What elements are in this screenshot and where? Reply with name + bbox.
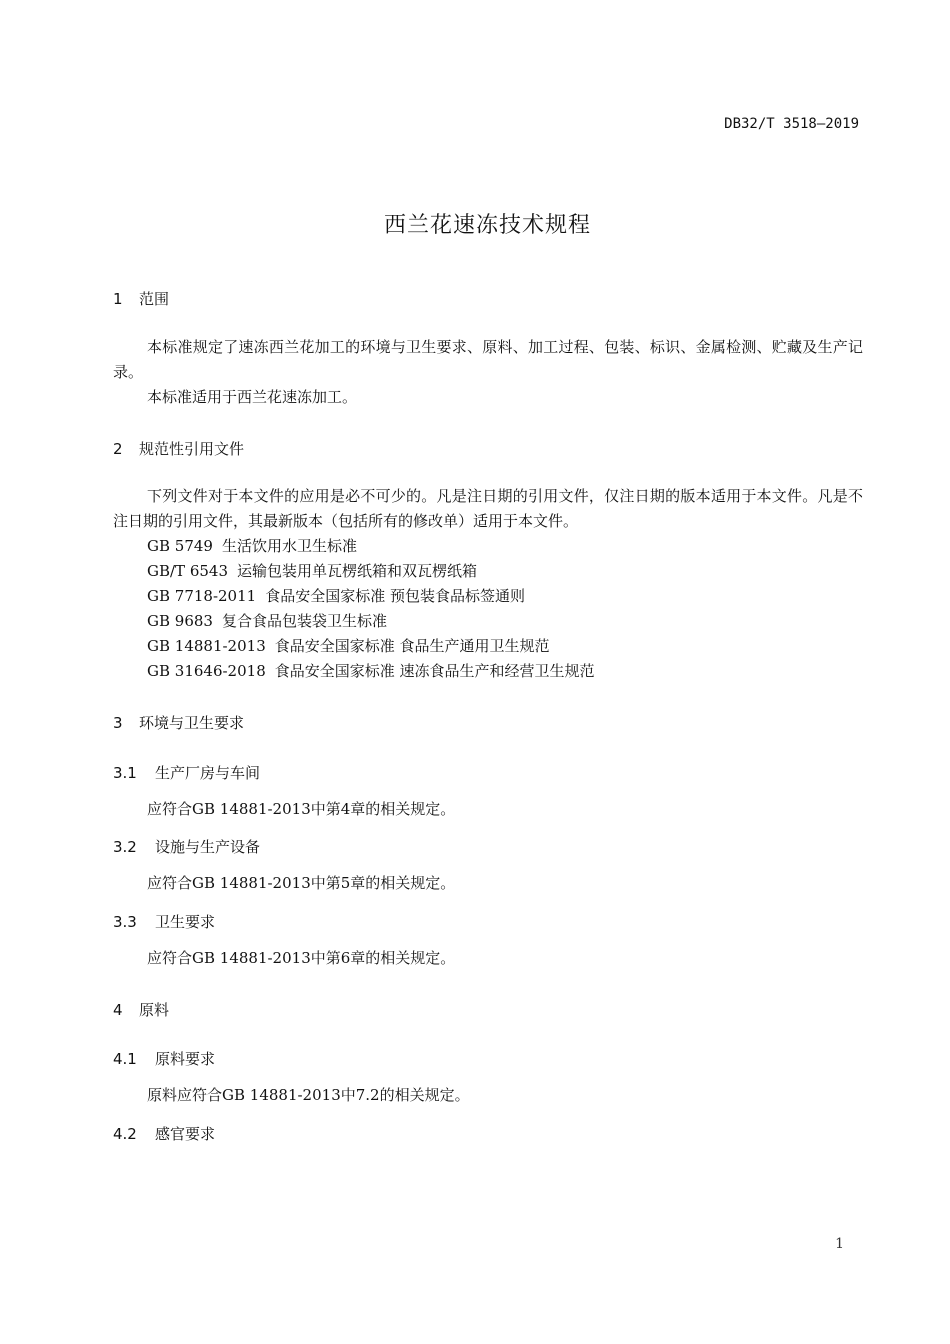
section-title: 生产厂房与车间 bbox=[155, 764, 261, 782]
reference-code: GB 31646-2018 bbox=[147, 662, 266, 680]
document-code: DB32/T 3518—2019 bbox=[724, 116, 859, 132]
normative-reference-list bbox=[147, 534, 595, 684]
reference-item bbox=[147, 534, 595, 559]
reference-item bbox=[147, 559, 595, 584]
section-title: 卫生要求 bbox=[155, 913, 216, 931]
section-3-1-paragraph: 应符合GB 14881-2013中第4章的相关规定。 bbox=[147, 800, 456, 818]
reference-code: GB/T 6543 bbox=[147, 562, 229, 580]
section-number: 4.2 bbox=[113, 1125, 137, 1143]
section-title: 范围 bbox=[139, 290, 170, 308]
section-title: 环境与卫生要求 bbox=[139, 714, 245, 732]
section-title: 设施与生产设备 bbox=[155, 838, 261, 856]
section-3-3-paragraph: 应符合GB 14881-2013中第6章的相关规定。 bbox=[147, 949, 456, 967]
reference-name: 运输包装用单瓦楞纸箱和双瓦楞纸箱 bbox=[237, 562, 478, 580]
section-3-3-heading bbox=[113, 911, 215, 932]
section-3-heading bbox=[113, 712, 244, 733]
section-4-1-heading bbox=[113, 1048, 215, 1069]
section-1-paragraph-2: 本标准适用于西兰花速冻加工。 bbox=[147, 388, 358, 406]
reference-code: GB 5749 bbox=[147, 537, 213, 555]
section-number: 1 bbox=[113, 290, 123, 308]
reference-code: GB 14881-2013 bbox=[147, 637, 266, 655]
reference-item bbox=[147, 584, 595, 609]
reference-item bbox=[147, 609, 595, 634]
section-number: 3 bbox=[113, 714, 123, 732]
reference-name: 生活饮用水卫生标准 bbox=[221, 537, 357, 555]
section-number: 3.2 bbox=[113, 838, 137, 856]
reference-code: GB 7718-2011 bbox=[147, 587, 257, 605]
section-3-2-paragraph: 应符合GB 14881-2013中第5章的相关规定。 bbox=[147, 874, 456, 892]
section-4-1-paragraph: 原料应符合GB 14881-2013中7.2的相关规定。 bbox=[147, 1086, 470, 1104]
section-number: 2 bbox=[113, 440, 123, 458]
section-number: 3.1 bbox=[113, 764, 137, 782]
reference-item bbox=[147, 634, 595, 659]
section-3-2-heading bbox=[113, 836, 260, 857]
section-4-heading bbox=[113, 999, 169, 1020]
reference-name: 食品安全国家标准 速冻食品生产和经营卫生规范 bbox=[274, 662, 595, 680]
reference-code: GB 9683 bbox=[147, 612, 213, 630]
section-1-heading bbox=[113, 288, 169, 309]
section-title: 原料要求 bbox=[155, 1050, 216, 1068]
reference-name: 食品安全国家标准 食品生产通用卫生规范 bbox=[274, 637, 550, 655]
section-3-1-heading bbox=[113, 762, 260, 783]
reference-name: 食品安全国家标准 预包装食品标签通则 bbox=[265, 587, 525, 605]
section-title: 感官要求 bbox=[155, 1125, 216, 1143]
section-number: 4.1 bbox=[113, 1050, 137, 1068]
reference-name: 复合食品包装袋卫生标准 bbox=[221, 612, 387, 630]
section-4-2-heading bbox=[113, 1123, 215, 1144]
reference-item bbox=[147, 659, 595, 684]
section-2-heading bbox=[113, 438, 244, 459]
section-title: 原料 bbox=[139, 1001, 170, 1019]
section-number: 4 bbox=[113, 1001, 123, 1019]
section-title: 规范性引用文件 bbox=[139, 440, 245, 458]
section-2-paragraph: 下列文件对于本文件的应用是必不可少的。凡是注日期的引用文件，仅注日期的版本适用于本文件。凡是不注日期的引用文件，其最新版本（包括所有的修改单）适用于本文件。 bbox=[113, 487, 863, 530]
section-number: 3.3 bbox=[113, 913, 137, 931]
section-1-paragraph-1: 本标准规定了速冻西兰花加工的环境与卫生要求、原料、加工过程、包装、标识、金属检测、贮藏及生产记录。 bbox=[113, 338, 863, 381]
page-number: 1 bbox=[835, 1236, 844, 1252]
document-title: 西兰花速冻技术规程 bbox=[383, 213, 591, 238]
